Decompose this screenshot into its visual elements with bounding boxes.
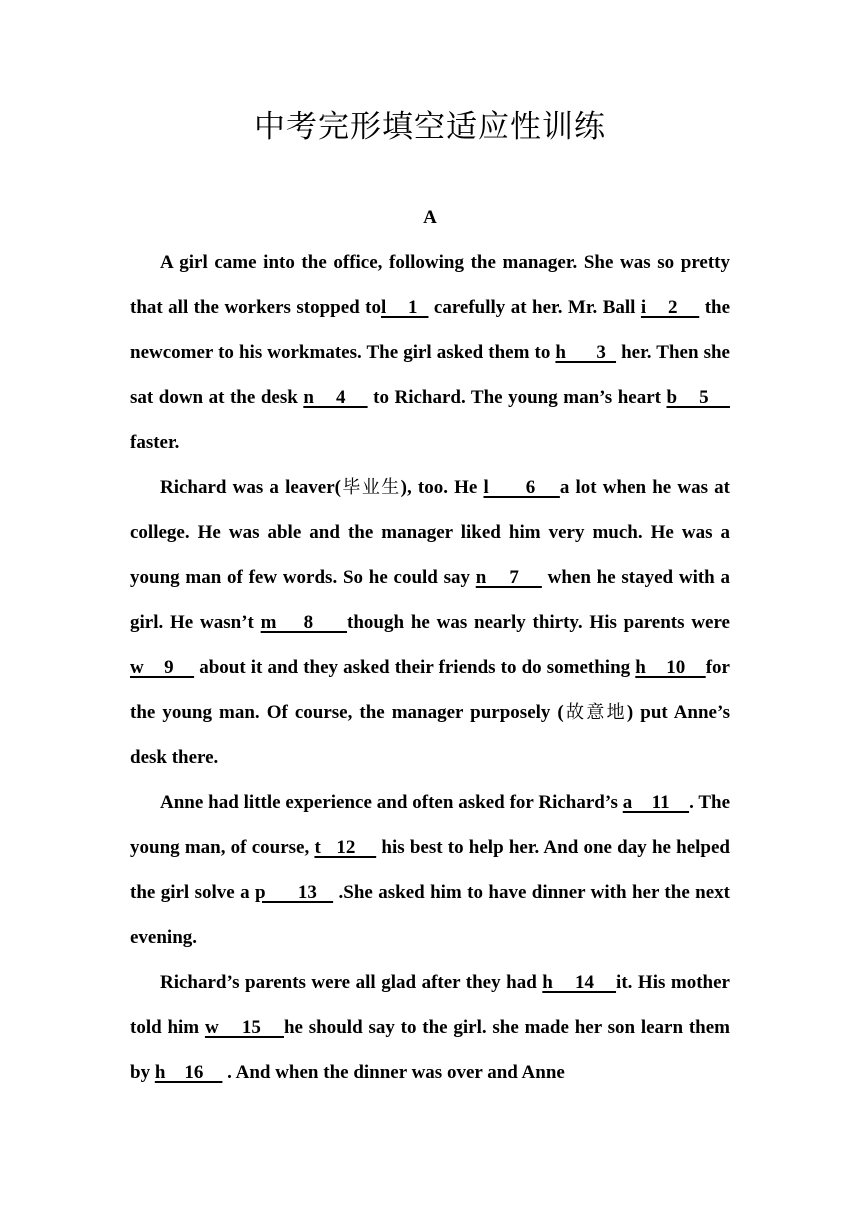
- section-label: A: [423, 207, 437, 228]
- text-run: though he was nearly thirty. His parents were: [347, 612, 730, 633]
- text-run: the newcomer to his workmates. The girl asked them to: [130, 297, 731, 363]
- text-run: Anne had little experience and often asked for Richard’s: [160, 792, 623, 813]
- answer-blank: p 13: [255, 882, 334, 903]
- answer-blank: a 11: [622, 792, 690, 813]
- answer-blank: h 3: [555, 342, 617, 363]
- answer-blank: t 12: [314, 837, 377, 858]
- paragraph: [130, 240, 730, 465]
- answer-blank: w 15: [204, 1017, 284, 1038]
- text-run: his best to help her. And one day he helped the girl solve a: [130, 837, 731, 903]
- text-run: about it and they asked their friends to do something: [194, 657, 636, 678]
- text-run: . And when the dinner was over and Anne: [222, 1062, 565, 1083]
- answer-blank: n 7: [475, 567, 542, 588]
- answer-blank: h 10: [635, 657, 706, 678]
- answer-blank: i 2: [640, 297, 700, 318]
- answer-blank: l 1: [381, 297, 429, 318]
- chinese-gloss: 故意地: [563, 702, 627, 723]
- text-run: ) put Anne’s desk there.: [130, 702, 730, 768]
- page-title: 中考完形填空适应性训练: [254, 109, 606, 145]
- text-run: . The young man, of course,: [130, 792, 730, 858]
- answer-blank: l 6: [483, 477, 560, 498]
- answer-blank: m 8: [260, 612, 348, 633]
- text-run: he should say to the girl. she made her son learn them by: [130, 1017, 730, 1083]
- answer-blank: h 14: [542, 972, 617, 993]
- answer-blank: w 9: [130, 657, 195, 678]
- text-run: faster.: [130, 432, 180, 453]
- text-run: to Richard. The young man’s heart: [367, 387, 667, 408]
- text-run: when he stayed with a girl. He wasn’t: [130, 567, 730, 633]
- text-run: it. His mother told him: [130, 972, 730, 1038]
- paragraph: [130, 465, 730, 780]
- text-run: a lot when he was at college. He was able and the manager liked him very much. He was a young man of few words. So he could say: [130, 477, 730, 588]
- answer-blank: n 4: [303, 387, 368, 408]
- text-run: carefully at her. Mr. Ball: [428, 297, 641, 318]
- text-run: A girl came into the office, following the manager. She was so pretty that all the workers stopped to: [130, 252, 730, 318]
- text-run: ), too. He: [400, 477, 484, 498]
- passage-body: [130, 240, 730, 1095]
- text-run: Richard’s parents were all glad after they had: [160, 972, 543, 993]
- answer-blank: h 16: [154, 1062, 223, 1083]
- paragraph: [130, 960, 730, 1095]
- answer-blank: b 5: [666, 387, 730, 408]
- text-run: .She asked him to have dinner with her the next evening.: [130, 882, 730, 948]
- paragraph: [130, 780, 730, 960]
- chinese-gloss: 毕业生: [341, 477, 401, 498]
- text-run: Richard was a leaver(: [160, 477, 341, 498]
- text-run: for the young man. Of course, the manager purposely (: [130, 657, 730, 723]
- text-run: her. Then she sat down at the desk: [130, 342, 730, 408]
